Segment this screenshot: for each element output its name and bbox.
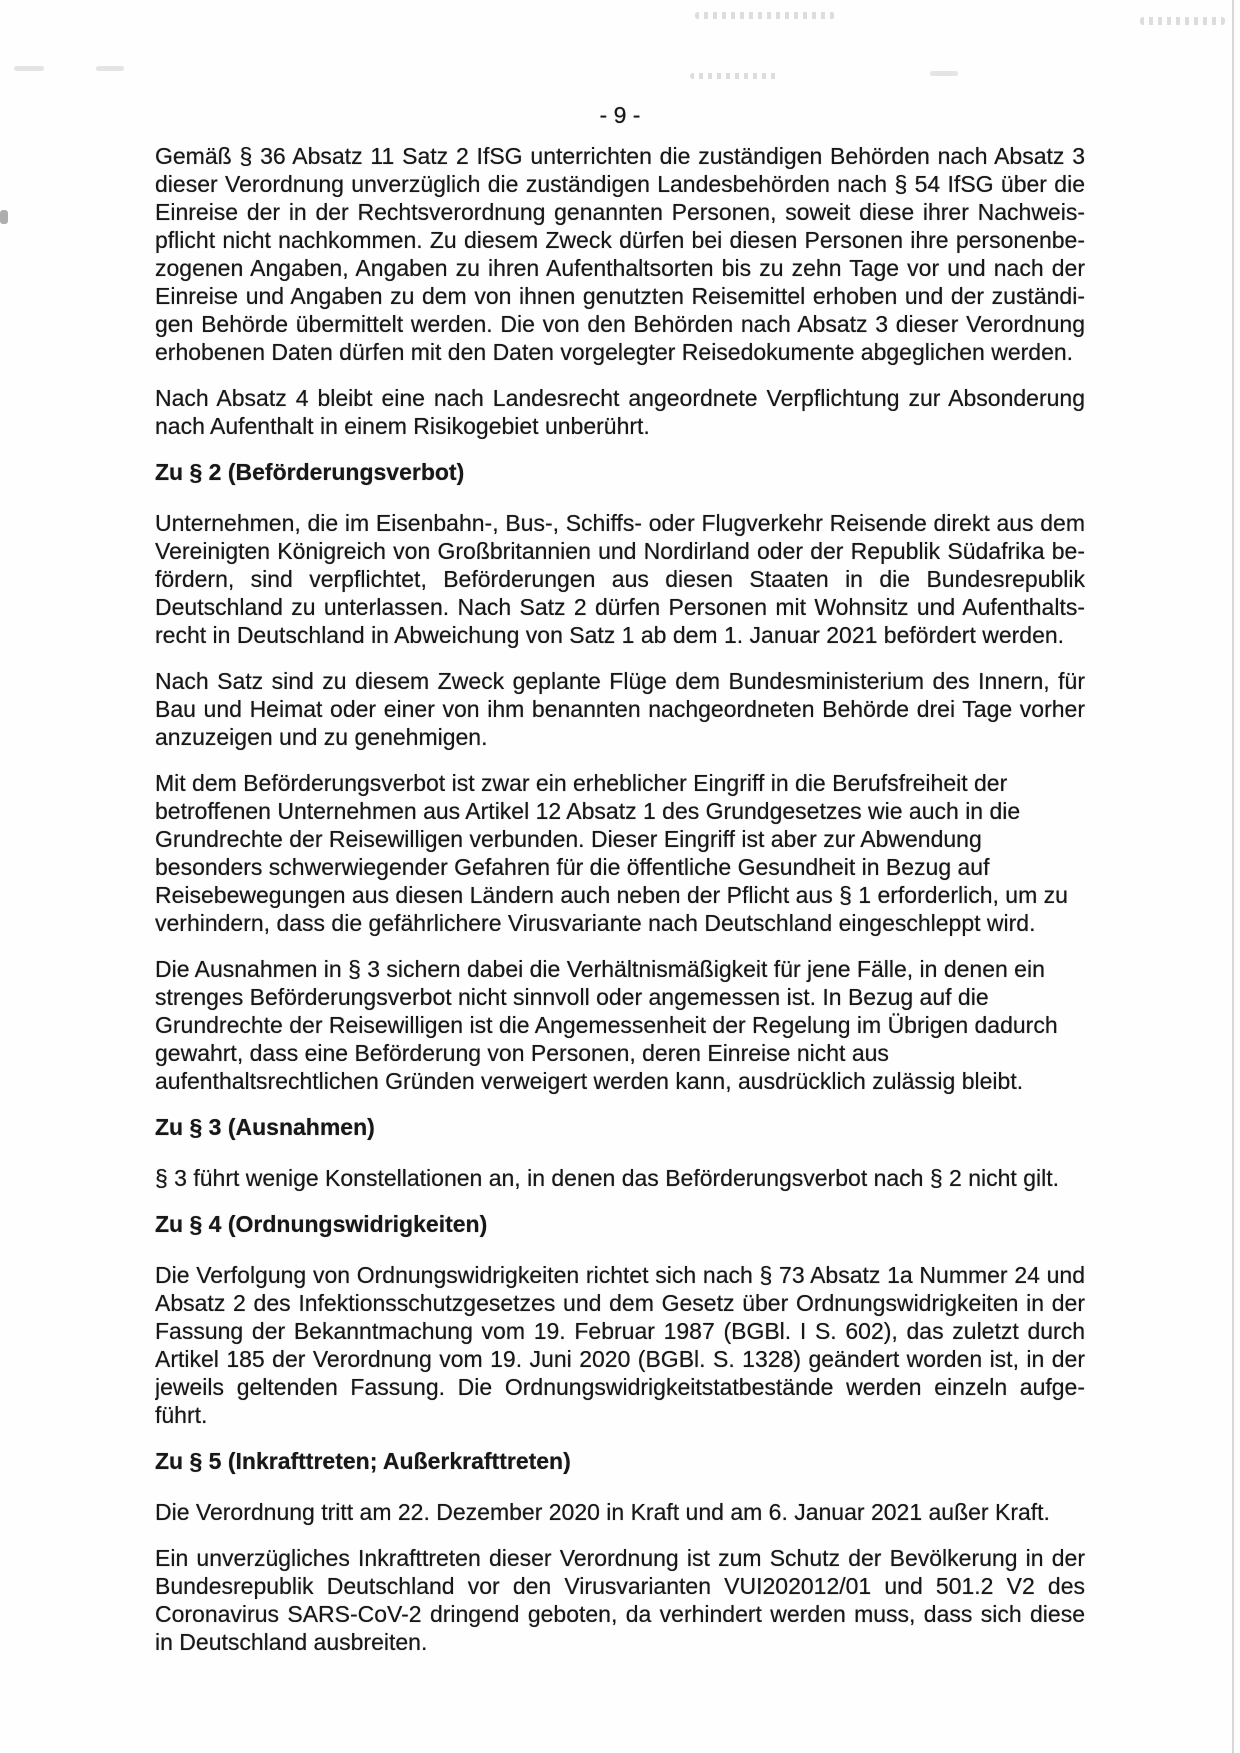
text-line: Nach Absatz 4 bleibt eine nach Landesrecht angeordnete Verpflichtung zur Absonderung — [155, 385, 1085, 411]
text-line: anzuzeigen und zu genehmigen. — [155, 724, 488, 750]
paragraph — [155, 955, 1085, 1095]
text-line: Die Ausnahmen in § 3 sichern dabei die Verhältnismäßigkeit für jene Fälle, in denen ein — [155, 956, 1045, 982]
text-line: besonders schwerwiegender Gefahren für die öffentliche Gesundheit in Bezug auf — [155, 854, 990, 880]
paragraph — [155, 509, 1085, 649]
document-blocks — [155, 142, 1085, 1656]
text-line: aufenthaltsrechtlichen Gründen verweigert werden kann, ausdrücklich zulässig bleibt. — [155, 1068, 1024, 1094]
paragraph — [155, 1164, 1085, 1192]
paragraph — [155, 769, 1085, 937]
text-line: Artikel 185 der Verordnung vom 19. Juni 2020 (BGBl. S. 1328) geändert worden ist, in der — [155, 1346, 1085, 1372]
text-line: Die Verfolgung von Ordnungswidrigkeiten richtet sich nach § 73 Absatz 1a Nummer 24 und — [155, 1262, 1085, 1288]
text-line: Nach Satz sind zu diesem Zweck geplante Flüge dem Bundesministerium des Innern, für — [155, 668, 1085, 694]
paragraph — [155, 384, 1085, 440]
paragraph — [155, 142, 1085, 366]
text-line: Deutschland zu unterlassen. Nach Satz 2 dürfen Personen mit Wohnsitz und Aufenthalts- — [155, 594, 1085, 620]
text-line: Grundrechte der Reisewilligen ist die Angemessenheit der Regelung im Übrigen dadurch — [155, 1012, 1058, 1038]
section-heading: Zu § 2 (Beförderungsverbot) — [155, 459, 465, 485]
text-line: gen Behörde übermittelt werden. Die von den Behörden nach Absatz 3 dieser Verordnung — [155, 311, 1085, 337]
text-line: Reisebewegungen aus diesen Ländern auch neben der Pflicht aus § 1 erforderlich, um zu — [155, 882, 1068, 908]
text-line: § 3 führt wenige Konstellationen an, in denen das Beförderungsverbot nach § 2 nicht gilt. — [155, 1165, 1059, 1191]
text-line: Bundesrepublik Deutschland vor den Virusvarianten VUI202012/01 und 501.2 V2 des — [155, 1573, 1085, 1599]
text-line: Mit dem Beförderungsverbot ist zwar ein erheblicher Eingriff in die Berufsfreiheit der — [155, 770, 1008, 796]
paragraph — [155, 1498, 1085, 1526]
section-heading: Zu § 3 (Ausnahmen) — [155, 1114, 375, 1140]
scan-artifact — [930, 71, 958, 76]
text-line: Unternehmen, die im Eisenbahn-, Bus-, Schiffs- oder Flugverkehr Reisende direkt aus dem — [155, 510, 1085, 536]
text-line: Absatz 2 des Infektionsschutzgesetzes und dem Gesetz über Ordnungswidrigkeiten in der — [155, 1290, 1085, 1316]
scan-artifact — [96, 66, 124, 71]
text-line: strenges Beförderungsverbot nicht sinnvoll oder angemessen ist. In Bezug auf die — [155, 984, 989, 1010]
text-line: erhobenen Daten dürfen mit den Daten vorgelegter Reisedokumente abgeglichen werden. — [155, 339, 1074, 365]
text-line: zogenen Angaben, Angaben zu ihren Aufenthaltsorten bis zu zehn Tage vor und nach der — [155, 255, 1085, 281]
text-line: Coronavirus SARS-CoV-2 dringend geboten, da verhindert werden muss, dass sich diese — [155, 1601, 1085, 1627]
text-line: Die Verordnung tritt am 22. Dezember 2020 in Kraft und am 6. Januar 2021 außer Kraft. — [155, 1499, 1050, 1525]
paragraph — [155, 1544, 1085, 1656]
text-line: nach Aufenthalt in einem Risikogebiet unberührt. — [155, 413, 650, 439]
section-heading: Zu § 4 (Ordnungswidrigkeiten) — [155, 1211, 488, 1237]
scan-artifact — [1140, 17, 1225, 25]
text-line: in Deutschland ausbreiten. — [155, 1629, 428, 1655]
section-heading: Zu § 5 (Inkrafttreten; Außerkrafttreten) — [155, 1448, 571, 1474]
page-number: - 9 - — [599, 102, 641, 128]
text-line: Einreise der in der Rechtsverordnung genannten Personen, soweit diese ihrer Nachweis- — [155, 199, 1085, 225]
scan-artifact — [0, 210, 8, 224]
scan-artifact — [695, 12, 835, 19]
scan-edge-line — [1232, 0, 1234, 1753]
text-line: Grundrechte der Reisewilligen verbunden. Dieser Eingriff ist aber zur Abwendung — [155, 826, 982, 852]
text-line: Einreise und Angaben zu dem von ihnen genutzten Reisemittel erhoben und der zuständi- — [155, 283, 1085, 309]
text-line: fördern, sind verpflichtet, Beförderungen aus diesen Staaten in die Bundesrepublik — [155, 566, 1085, 592]
text-line: Vereinigten Königreich von Großbritannien und Nordirland oder der Republik Südafrika be- — [155, 538, 1085, 564]
text-line: gewahrt, dass eine Beförderung von Personen, deren Einreise nicht aus — [155, 1040, 889, 1066]
text-line: recht in Deutschland in Abweichung von Satz 1 ab dem 1. Januar 2021 befördert werden. — [155, 622, 1065, 648]
text-line: führt. — [155, 1402, 208, 1428]
text-line: Bau und Heimat oder einer von ihm benannten nachgeordneten Behörde drei Tage vorher — [155, 696, 1085, 722]
scan-artifact — [14, 66, 44, 71]
scan-artifact — [690, 73, 780, 79]
paragraph — [155, 1261, 1085, 1429]
text-line: Ein unverzügliches Inkrafttreten dieser Verordnung ist zum Schutz der Bevölkerung in der — [155, 1545, 1085, 1571]
text-line: verhindern, dass die gefährlichere Virusvariante nach Deutschland eingeschleppt wird. — [155, 910, 1036, 936]
document-content — [155, 101, 1085, 1674]
paragraph — [155, 667, 1085, 751]
text-line: dieser Verordnung unverzüglich die zuständigen Landesbehörden nach § 54 IfSG über die — [155, 171, 1085, 197]
text-line: pflicht nicht nachkommen. Zu diesem Zweck dürfen bei diesen Personen ihre personenbe- — [155, 227, 1085, 253]
text-line: Fassung der Bekanntmachung vom 19. Februar 1987 (BGBl. I S. 602), das zuletzt durch — [155, 1318, 1085, 1344]
text-line: Gemäß § 36 Absatz 11 Satz 2 IfSG unterrichten die zuständigen Behörden nach Absatz 3 — [155, 143, 1085, 169]
text-line: jeweils geltenden Fassung. Die Ordnungswidrigkeitstatbestände werden einzeln aufge- — [155, 1374, 1085, 1400]
text-line: betroffenen Unternehmen aus Artikel 12 Absatz 1 des Grundgesetzes wie auch in die — [155, 798, 1021, 824]
